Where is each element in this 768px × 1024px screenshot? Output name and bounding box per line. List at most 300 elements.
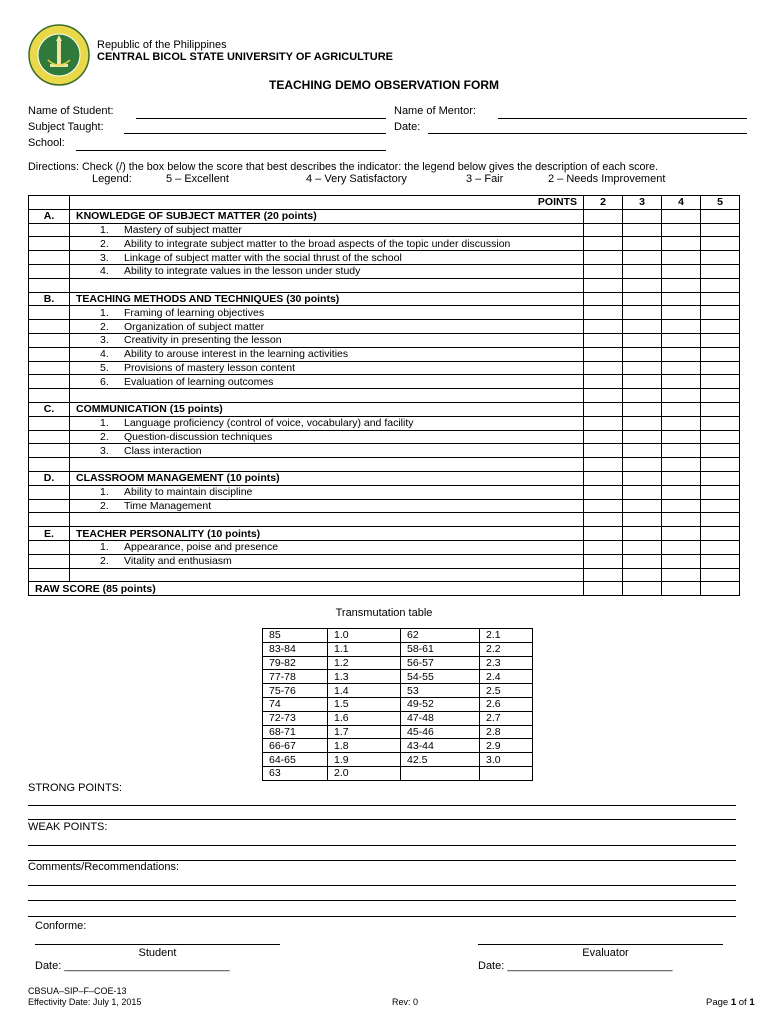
indicator-number: 3. bbox=[100, 444, 109, 457]
transmutation-cell: 77-78 bbox=[263, 670, 328, 684]
score-checkbox[interactable] bbox=[584, 527, 623, 541]
score-checkbox[interactable] bbox=[584, 540, 623, 554]
indicator-number: 1. bbox=[100, 417, 109, 430]
page-number bbox=[706, 997, 755, 1008]
score-checkbox[interactable] bbox=[584, 347, 623, 361]
score-checkbox[interactable] bbox=[662, 527, 701, 541]
score-checkbox[interactable] bbox=[701, 278, 740, 292]
indicator-number: 2. bbox=[100, 430, 109, 443]
indicator-row bbox=[29, 375, 740, 389]
transmutation-cell: 1.0 bbox=[328, 629, 401, 643]
score-checkbox[interactable] bbox=[701, 292, 740, 306]
score-checkbox[interactable] bbox=[584, 292, 623, 306]
rubric-table bbox=[28, 195, 740, 596]
score-checkbox[interactable] bbox=[623, 499, 662, 513]
transmutation-cell: 1.3 bbox=[328, 670, 401, 684]
mentor-name-label: Name of Mentor: bbox=[394, 105, 476, 117]
date-label: Date: bbox=[394, 121, 421, 133]
score-checkbox[interactable] bbox=[623, 209, 662, 223]
university-name: CENTRAL BICOL STATE UNIVERSITY OF AGRICULTURE bbox=[97, 51, 393, 63]
score-checkbox[interactable] bbox=[662, 320, 701, 334]
raw-score-label: RAW SCORE (85 points) bbox=[29, 582, 584, 596]
indicator-number: 2. bbox=[100, 320, 109, 333]
score-checkbox[interactable] bbox=[662, 237, 701, 251]
comments-label: Comments/Recommendations: bbox=[28, 861, 180, 873]
score-checkbox[interactable] bbox=[662, 347, 701, 361]
score-checkbox[interactable] bbox=[584, 333, 623, 347]
transmutation-cell: 2.7 bbox=[480, 711, 533, 725]
blank-row bbox=[29, 458, 740, 472]
transmutation-cell: 2.6 bbox=[480, 697, 533, 711]
section-header-row bbox=[29, 527, 740, 541]
indicator-text: Framing of learning objectives bbox=[124, 306, 265, 319]
score-checkbox[interactable] bbox=[623, 292, 662, 306]
transmutation-cell: 2.0 bbox=[328, 766, 401, 780]
student-signature-label: Student bbox=[138, 947, 177, 959]
section-cell bbox=[29, 416, 70, 430]
student-date: Date: ___________________________ bbox=[35, 960, 230, 972]
section-cell bbox=[29, 223, 70, 237]
mentor-name-field[interactable] bbox=[498, 118, 747, 119]
score-checkbox[interactable] bbox=[662, 375, 701, 389]
evaluator-signature-label: Evaluator bbox=[582, 947, 629, 959]
score-checkbox[interactable] bbox=[662, 264, 701, 278]
score-checkbox[interactable] bbox=[623, 375, 662, 389]
form-title: TEACHING DEMO OBSERVATION FORM bbox=[268, 78, 499, 92]
transmutation-cell: 43-44 bbox=[401, 739, 480, 753]
blank-row bbox=[29, 278, 740, 292]
indicator-number: 1. bbox=[100, 306, 109, 319]
section-title: CLASSROOM MANAGEMENT (10 points) bbox=[70, 471, 584, 485]
school-label: School: bbox=[28, 137, 65, 149]
comments-line[interactable] bbox=[28, 916, 736, 917]
section-cell bbox=[29, 458, 70, 472]
score-checkbox[interactable] bbox=[701, 444, 740, 458]
score-column-header: 5 bbox=[701, 196, 740, 210]
indicator-number: 1. bbox=[100, 223, 109, 236]
score-checkbox[interactable] bbox=[701, 333, 740, 347]
indicator-cell bbox=[70, 554, 584, 568]
transmutation-cell: 3.0 bbox=[480, 753, 533, 767]
score-checkbox[interactable] bbox=[623, 458, 662, 472]
indicator-text: Language proficiency (control of voice, vocabulary) and facility bbox=[124, 417, 414, 430]
score-checkbox[interactable] bbox=[584, 251, 623, 265]
page-num: 1 bbox=[730, 997, 737, 1008]
transmutation-cell: 1.4 bbox=[328, 684, 401, 698]
indicator-cell bbox=[70, 361, 584, 375]
raw-score-row bbox=[29, 582, 740, 596]
score-checkbox[interactable] bbox=[701, 485, 740, 499]
section-cell bbox=[29, 444, 70, 458]
score-checkbox[interactable] bbox=[584, 223, 623, 237]
score-checkbox[interactable] bbox=[701, 347, 740, 361]
comments-line[interactable] bbox=[28, 900, 736, 901]
score-checkbox[interactable] bbox=[584, 568, 623, 582]
score-checkbox[interactable] bbox=[701, 264, 740, 278]
blank-row bbox=[29, 513, 740, 527]
section-cell bbox=[29, 485, 70, 499]
score-checkbox[interactable] bbox=[623, 361, 662, 375]
transmutation-row bbox=[263, 697, 533, 711]
score-checkbox[interactable] bbox=[701, 361, 740, 375]
score-column-header: 2 bbox=[584, 196, 623, 210]
score-checkbox[interactable] bbox=[623, 416, 662, 430]
directions-text: Directions: Check (/) the box below the score that best describes the indicator: the legend below gives the description of each score. bbox=[28, 161, 659, 173]
section-letter: C. bbox=[29, 402, 70, 416]
transmutation-cell: 1.9 bbox=[328, 753, 401, 767]
score-checkbox[interactable] bbox=[584, 416, 623, 430]
score-checkbox[interactable] bbox=[623, 485, 662, 499]
score-checkbox[interactable] bbox=[701, 540, 740, 554]
score-checkbox[interactable] bbox=[623, 237, 662, 251]
score-checkbox[interactable] bbox=[662, 389, 701, 403]
score-checkbox[interactable] bbox=[662, 430, 701, 444]
indicator-row bbox=[29, 499, 740, 513]
form-code: CBSUA–SIP–F–COE-13 bbox=[28, 986, 127, 996]
section-header-row bbox=[29, 209, 740, 223]
indicator-text: Provisions of mastery lesson content bbox=[124, 361, 295, 374]
indicator-row bbox=[29, 430, 740, 444]
indicator-number: 1. bbox=[100, 541, 109, 554]
indicator-text: Mastery of subject matter bbox=[124, 223, 242, 236]
republic-text: Republic of the Philippines bbox=[97, 39, 227, 51]
school-field[interactable] bbox=[76, 150, 386, 151]
score-checkbox[interactable] bbox=[584, 278, 623, 292]
transmutation-cell: 66-67 bbox=[263, 739, 328, 753]
score-checkbox[interactable] bbox=[584, 264, 623, 278]
score-checkbox[interactable] bbox=[584, 485, 623, 499]
strong-points-line[interactable] bbox=[28, 805, 736, 806]
score-checkbox[interactable] bbox=[623, 540, 662, 554]
section-cell bbox=[29, 389, 70, 403]
score-checkbox[interactable] bbox=[701, 320, 740, 334]
transmutation-row bbox=[263, 766, 533, 780]
transmutation-cell: 79-82 bbox=[263, 656, 328, 670]
score-checkbox[interactable] bbox=[701, 554, 740, 568]
transmutation-cell: 2.3 bbox=[480, 656, 533, 670]
indicator-row bbox=[29, 347, 740, 361]
score-checkbox[interactable] bbox=[623, 582, 662, 596]
indicator-cell bbox=[70, 320, 584, 334]
score-checkbox[interactable] bbox=[701, 471, 740, 485]
score-checkbox[interactable] bbox=[662, 251, 701, 265]
transmutation-cell: 53 bbox=[401, 684, 480, 698]
score-checkbox[interactable] bbox=[701, 223, 740, 237]
score-checkbox[interactable] bbox=[623, 251, 662, 265]
score-checkbox[interactable] bbox=[662, 540, 701, 554]
score-checkbox[interactable] bbox=[662, 292, 701, 306]
transmutation-cell: 2.5 bbox=[480, 684, 533, 698]
transmutation-cell: 83-84 bbox=[263, 642, 328, 656]
indicator-number: 4. bbox=[100, 265, 109, 278]
indicator-row bbox=[29, 251, 740, 265]
score-checkbox[interactable] bbox=[701, 416, 740, 430]
indicator-cell bbox=[70, 306, 584, 320]
score-checkbox[interactable] bbox=[662, 361, 701, 375]
blank-row bbox=[29, 389, 740, 403]
student-name-field[interactable] bbox=[136, 118, 386, 119]
indicator-row bbox=[29, 237, 740, 251]
score-checkbox[interactable] bbox=[662, 278, 701, 292]
points-header: POINTS bbox=[70, 196, 584, 210]
score-checkbox[interactable] bbox=[623, 513, 662, 527]
university-seal-logo bbox=[28, 24, 90, 86]
score-checkbox[interactable] bbox=[584, 471, 623, 485]
score-checkbox[interactable] bbox=[584, 554, 623, 568]
conforme-label: Conforme: bbox=[35, 920, 87, 932]
indicator-cell bbox=[70, 540, 584, 554]
score-checkbox[interactable] bbox=[662, 209, 701, 223]
section-cell bbox=[29, 251, 70, 265]
legend-item: 5 – Excellent bbox=[166, 173, 229, 185]
blank-row bbox=[29, 568, 740, 582]
transmutation-cell: 47-48 bbox=[401, 711, 480, 725]
section-header-row bbox=[29, 471, 740, 485]
section-cell bbox=[29, 554, 70, 568]
transmutation-cell: 75-76 bbox=[263, 684, 328, 698]
section-header-row bbox=[29, 402, 740, 416]
score-checkbox[interactable] bbox=[584, 237, 623, 251]
indicator-text: Time Management bbox=[124, 499, 212, 512]
subject-field[interactable] bbox=[124, 133, 386, 134]
score-checkbox[interactable] bbox=[623, 527, 662, 541]
indicator-cell bbox=[70, 485, 584, 499]
score-checkbox[interactable] bbox=[623, 264, 662, 278]
blank-cell bbox=[70, 389, 584, 403]
section-cell bbox=[29, 540, 70, 554]
indicator-cell bbox=[70, 333, 584, 347]
evaluator-date: Date: ___________________________ bbox=[478, 960, 673, 972]
score-checkbox[interactable] bbox=[701, 306, 740, 320]
score-checkbox[interactable] bbox=[662, 471, 701, 485]
evaluator-signature-line[interactable] bbox=[478, 944, 723, 945]
indicator-row bbox=[29, 223, 740, 237]
transmutation-cell: 62 bbox=[401, 629, 480, 643]
transmutation-cell: 49-52 bbox=[401, 697, 480, 711]
transmutation-table bbox=[262, 628, 533, 781]
transmutation-cell: 1.6 bbox=[328, 711, 401, 725]
indicator-text: Creativity in presenting the lesson bbox=[124, 334, 282, 347]
score-checkbox[interactable] bbox=[623, 430, 662, 444]
transmutation-row bbox=[263, 642, 533, 656]
score-checkbox[interactable] bbox=[701, 527, 740, 541]
indicator-row bbox=[29, 554, 740, 568]
page-total: 1 bbox=[749, 997, 755, 1008]
indicator-number: 5. bbox=[100, 361, 109, 374]
transmutation-cell: 56-57 bbox=[401, 656, 480, 670]
indicator-row bbox=[29, 333, 740, 347]
score-checkbox[interactable] bbox=[623, 223, 662, 237]
score-checkbox[interactable] bbox=[662, 568, 701, 582]
indicator-cell bbox=[70, 375, 584, 389]
score-checkbox[interactable] bbox=[584, 582, 623, 596]
section-cell bbox=[29, 278, 70, 292]
indicator-number: 2. bbox=[100, 555, 109, 568]
transmutation-cell: 2.9 bbox=[480, 739, 533, 753]
indicator-row bbox=[29, 361, 740, 375]
score-checkbox[interactable] bbox=[662, 513, 701, 527]
transmutation-row bbox=[263, 670, 533, 684]
score-checkbox[interactable] bbox=[623, 444, 662, 458]
indicator-number: 1. bbox=[100, 486, 109, 499]
indicator-text: Class interaction bbox=[124, 444, 202, 457]
transmutation-cell: 58-61 bbox=[401, 642, 480, 656]
indicator-row bbox=[29, 540, 740, 554]
transmutation-cell: 54-55 bbox=[401, 670, 480, 684]
score-checkbox[interactable] bbox=[584, 402, 623, 416]
section-letter: E. bbox=[29, 527, 70, 541]
indicator-number: 2. bbox=[100, 499, 109, 512]
score-checkbox[interactable] bbox=[701, 499, 740, 513]
score-checkbox[interactable] bbox=[662, 416, 701, 430]
transmutation-cell: 45-46 bbox=[401, 725, 480, 739]
score-checkbox[interactable] bbox=[584, 389, 623, 403]
score-checkbox[interactable] bbox=[584, 499, 623, 513]
score-checkbox[interactable] bbox=[701, 209, 740, 223]
indicator-cell bbox=[70, 347, 584, 361]
score-checkbox[interactable] bbox=[623, 554, 662, 568]
score-checkbox[interactable] bbox=[701, 582, 740, 596]
section-cell bbox=[29, 196, 70, 210]
indicator-cell bbox=[70, 416, 584, 430]
score-checkbox[interactable] bbox=[662, 485, 701, 499]
score-checkbox[interactable] bbox=[584, 375, 623, 389]
score-checkbox[interactable] bbox=[623, 389, 662, 403]
score-checkbox[interactable] bbox=[584, 320, 623, 334]
score-checkbox[interactable] bbox=[662, 458, 701, 472]
blank-cell bbox=[70, 458, 584, 472]
page-prefix: Page bbox=[706, 997, 731, 1008]
score-checkbox[interactable] bbox=[584, 458, 623, 472]
section-cell bbox=[29, 264, 70, 278]
section-letter: B. bbox=[29, 292, 70, 306]
section-header-row bbox=[29, 292, 740, 306]
indicator-cell bbox=[70, 499, 584, 513]
transmutation-cell: 2.4 bbox=[480, 670, 533, 684]
transmutation-row bbox=[263, 711, 533, 725]
score-checkbox[interactable] bbox=[701, 568, 740, 582]
score-checkbox[interactable] bbox=[662, 402, 701, 416]
strong-points-line[interactable] bbox=[28, 819, 736, 820]
score-checkbox[interactable] bbox=[623, 333, 662, 347]
indicator-row bbox=[29, 444, 740, 458]
score-checkbox[interactable] bbox=[584, 306, 623, 320]
transmutation-row bbox=[263, 656, 533, 670]
score-checkbox[interactable] bbox=[662, 333, 701, 347]
score-checkbox[interactable] bbox=[662, 554, 701, 568]
indicator-row bbox=[29, 485, 740, 499]
score-checkbox[interactable] bbox=[662, 223, 701, 237]
score-checkbox[interactable] bbox=[584, 430, 623, 444]
score-checkbox[interactable] bbox=[662, 444, 701, 458]
student-signature-line[interactable] bbox=[35, 944, 280, 945]
score-checkbox[interactable] bbox=[584, 513, 623, 527]
legend-item: 2 – Needs Improvement bbox=[548, 173, 666, 185]
indicator-cell bbox=[70, 430, 584, 444]
score-column-header: 3 bbox=[623, 196, 662, 210]
legend-label: Legend: bbox=[92, 173, 132, 185]
score-checkbox[interactable] bbox=[623, 471, 662, 485]
date-field[interactable] bbox=[428, 133, 747, 134]
indicator-text: Organization of subject matter bbox=[124, 320, 265, 333]
indicator-text: Appearance, poise and presence bbox=[124, 541, 279, 554]
score-checkbox[interactable] bbox=[662, 306, 701, 320]
indicator-number: 2. bbox=[100, 237, 109, 250]
rubric-header-row bbox=[29, 196, 740, 210]
section-title: COMMUNICATION (15 points) bbox=[70, 402, 584, 416]
score-checkbox[interactable] bbox=[623, 347, 662, 361]
score-checkbox[interactable] bbox=[623, 320, 662, 334]
transmutation-cell: 63 bbox=[263, 766, 328, 780]
transmutation-cell: 1.1 bbox=[328, 642, 401, 656]
indicator-text: Ability to integrate values in the lesson under study bbox=[124, 265, 361, 278]
indicator-text: Question-discussion techniques bbox=[124, 430, 273, 443]
transmutation-cell: 85 bbox=[263, 629, 328, 643]
subject-label: Subject Taught: bbox=[28, 121, 104, 133]
weak-points-line[interactable] bbox=[28, 845, 736, 846]
transmutation-cell: 1.7 bbox=[328, 725, 401, 739]
score-checkbox[interactable] bbox=[701, 513, 740, 527]
score-checkbox[interactable] bbox=[623, 568, 662, 582]
section-cell bbox=[29, 361, 70, 375]
score-checkbox[interactable] bbox=[701, 389, 740, 403]
score-checkbox[interactable] bbox=[662, 582, 701, 596]
indicator-text: Ability to maintain discipline bbox=[124, 486, 253, 499]
revision: Rev: 0 bbox=[392, 997, 419, 1007]
transmutation-cell: 64-65 bbox=[263, 753, 328, 767]
score-checkbox[interactable] bbox=[701, 375, 740, 389]
score-checkbox[interactable] bbox=[701, 251, 740, 265]
transmutation-cell: 2.1 bbox=[480, 629, 533, 643]
indicator-cell bbox=[70, 251, 584, 265]
indicator-cell bbox=[70, 237, 584, 251]
transmutation-row bbox=[263, 753, 533, 767]
strong-points-label: STRONG POINTS: bbox=[28, 782, 123, 794]
score-checkbox[interactable] bbox=[701, 237, 740, 251]
section-cell bbox=[29, 499, 70, 513]
score-checkbox[interactable] bbox=[584, 209, 623, 223]
blank-cell bbox=[70, 568, 584, 582]
section-cell bbox=[29, 375, 70, 389]
transmutation-cell: 1.2 bbox=[328, 656, 401, 670]
transmutation-cell: 74 bbox=[263, 697, 328, 711]
blank-cell bbox=[70, 278, 584, 292]
indicator-row bbox=[29, 264, 740, 278]
section-cell bbox=[29, 568, 70, 582]
comments-line[interactable] bbox=[28, 885, 736, 886]
section-letter: D. bbox=[29, 471, 70, 485]
indicator-cell bbox=[70, 444, 584, 458]
section-cell bbox=[29, 430, 70, 444]
score-checkbox[interactable] bbox=[623, 306, 662, 320]
blank-cell bbox=[70, 513, 584, 527]
section-cell bbox=[29, 320, 70, 334]
score-checkbox[interactable] bbox=[584, 361, 623, 375]
section-title: KNOWLEDGE OF SUBJECT MATTER (20 points) bbox=[70, 209, 584, 223]
score-checkbox[interactable] bbox=[701, 402, 740, 416]
score-checkbox[interactable] bbox=[623, 402, 662, 416]
indicator-text: Ability to integrate subject matter to the broad aspects of the topic under discussion bbox=[124, 237, 511, 250]
score-checkbox[interactable] bbox=[584, 444, 623, 458]
section-letter: A. bbox=[29, 209, 70, 223]
score-checkbox[interactable] bbox=[662, 499, 701, 513]
score-checkbox[interactable] bbox=[701, 430, 740, 444]
transmutation-cell: 42.5 bbox=[401, 753, 480, 767]
transmutation-cell: 2.2 bbox=[480, 642, 533, 656]
score-checkbox[interactable] bbox=[623, 278, 662, 292]
section-cell bbox=[29, 333, 70, 347]
score-checkbox[interactable] bbox=[701, 458, 740, 472]
